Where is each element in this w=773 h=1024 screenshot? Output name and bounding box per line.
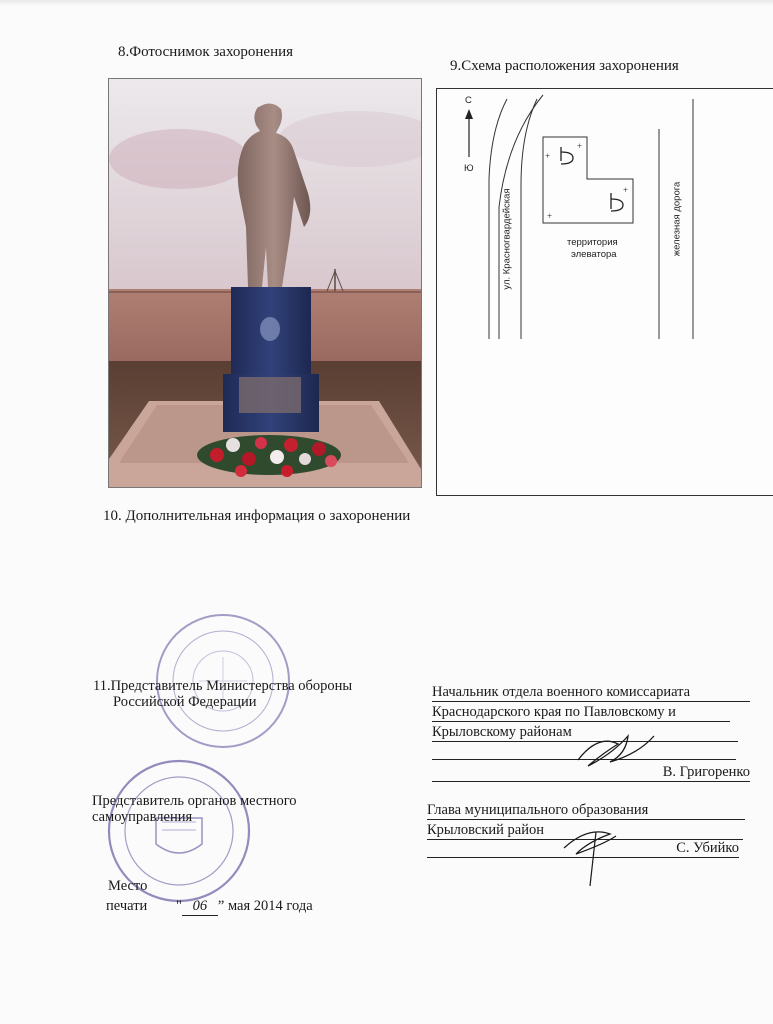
location-scheme-drawing <box>437 89 773 495</box>
svg-text:+: + <box>545 151 551 161</box>
territory-label-line1: территория <box>567 237 618 248</box>
commissariat-name-text: В. Григоренко <box>662 764 750 780</box>
section-9-title: 9.Схема расположения захоронения <box>450 58 679 74</box>
compass-south-label: Ю <box>464 163 474 174</box>
commissariat-title-line2: Краснодарского края по Павловскому и <box>432 704 730 722</box>
commissariat-title-line3: Крыловскому районам <box>432 724 738 742</box>
municipal-head-title-line2: Крыловский район <box>427 822 743 840</box>
compass-arrow-icon <box>465 109 473 157</box>
monument-photo-illustration <box>109 79 421 487</box>
territory-label-line2: элеватора <box>571 249 617 260</box>
svg-text:+: + <box>547 211 553 221</box>
section-8-title: 8.Фотоснимок захоронения <box>118 44 294 60</box>
document-date <box>176 898 313 916</box>
date-rest: ” мая 2014 года <box>217 898 313 914</box>
local-representative-line1: Представитель органов местного <box>92 793 297 809</box>
seal-place-label-line1: Место <box>108 878 148 894</box>
burial-photo <box>108 78 422 488</box>
date-day: 06 <box>182 898 218 916</box>
commissariat-handwritten-signature <box>572 730 662 774</box>
section-10-title: 10. Дополнительная информация о захоронении <box>103 508 411 524</box>
burial-marker-icon <box>547 185 628 221</box>
mod-representative-line2: Российской Федерации <box>113 694 257 710</box>
burial-marker-icon <box>545 141 582 164</box>
svg-text:+: + <box>623 185 629 195</box>
svg-text:+: + <box>577 141 583 151</box>
commissariat-title-line1: Начальник отдела военного комиссариата <box>432 684 750 702</box>
location-scheme <box>436 88 773 496</box>
street-label: ул. Красногвардейская <box>501 188 513 290</box>
local-representative-line2: самоуправления <box>92 809 193 825</box>
mod-representative-line1: 11.Представитель Министерства обороны <box>93 678 353 694</box>
top-scan-edge <box>0 0 773 6</box>
seal-place-label-line2: печати <box>106 898 148 914</box>
municipal-head-title-line1: Глава муниципального образования <box>427 802 745 820</box>
date-open-quote: " <box>176 898 182 914</box>
municipal-head-handwritten-signature <box>556 812 636 888</box>
railway-label: железная дорога <box>671 181 683 257</box>
compass-north-label: С <box>465 95 472 106</box>
municipal-head-name-text: С. Убийко <box>676 840 739 856</box>
